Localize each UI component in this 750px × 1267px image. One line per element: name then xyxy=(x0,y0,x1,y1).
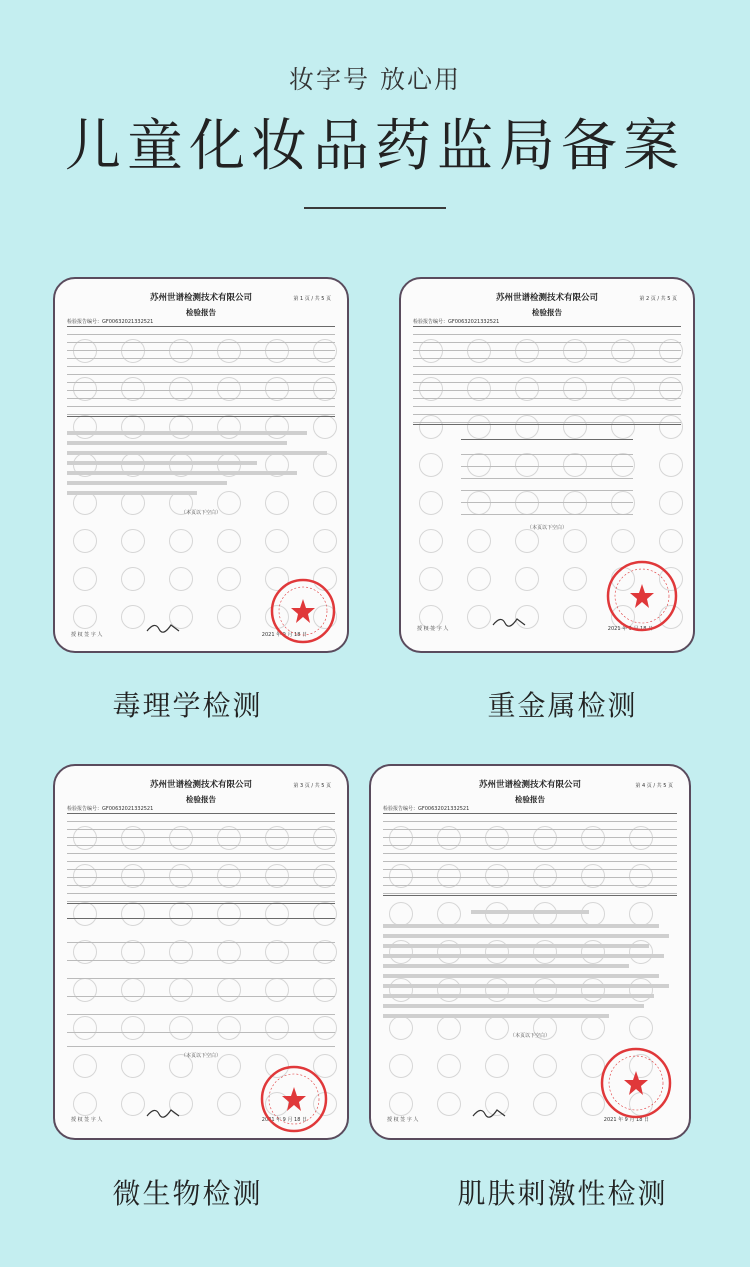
watermark-icon xyxy=(485,902,509,926)
watermark-icon xyxy=(437,1092,461,1116)
official-stamp xyxy=(269,577,337,645)
report-card-microbial xyxy=(53,764,349,1140)
report-card-toxicology xyxy=(53,277,349,653)
report-signer: 授 权 签 字 人 xyxy=(417,626,449,632)
official-stamp xyxy=(599,1046,673,1120)
watermark-icon xyxy=(121,529,145,553)
report-number: 检验报告编号：GF0063202133252​1 xyxy=(67,806,154,812)
watermark-icon xyxy=(217,605,241,629)
watermark-icon xyxy=(265,902,289,926)
watermark-icon xyxy=(467,567,491,591)
report-page-number: 第 2 页 / 共 5 页 xyxy=(639,296,677,302)
report-company: 苏州世谱检测技术有限公司 xyxy=(478,780,581,790)
watermark-icon xyxy=(659,491,683,515)
watermark-icon xyxy=(419,567,443,591)
watermark-icon xyxy=(437,978,461,1002)
watermark-icon xyxy=(73,902,97,926)
report-company: 苏州世谱检测技术有限公司 xyxy=(149,780,252,790)
watermark-icon xyxy=(419,529,443,553)
watermark-icon xyxy=(467,605,491,629)
watermark-icon xyxy=(533,978,557,1002)
official-stamp xyxy=(605,559,679,633)
watermark-icon xyxy=(485,1054,509,1078)
signature xyxy=(145,619,185,635)
watermark-icon xyxy=(533,1054,557,1078)
watermark-icon xyxy=(121,567,145,591)
watermark-icon xyxy=(313,902,337,926)
watermark-icon xyxy=(581,902,605,926)
watermark-icon xyxy=(419,491,443,515)
watermark-icon xyxy=(659,453,683,477)
report-company: 苏州世谱检测技术有限公司 xyxy=(495,293,598,303)
watermark-icon xyxy=(563,529,587,553)
watermark-icon xyxy=(313,529,337,553)
page-subtitle: 妆字号 放心用 xyxy=(289,65,461,94)
report-number: 检验报告编号：GF0063202133252​1 xyxy=(383,806,470,812)
title-divider xyxy=(304,207,446,209)
watermark-icon xyxy=(313,415,337,439)
caption-skin-irritation: 肌肤刺激性检测 xyxy=(457,1177,668,1210)
watermark-icon xyxy=(515,567,539,591)
watermark-icon xyxy=(73,605,97,629)
watermark-icon xyxy=(73,415,97,439)
report-card-heavy-metal xyxy=(399,277,695,653)
watermark-icon xyxy=(73,567,97,591)
watermark-icon xyxy=(73,1092,97,1116)
report-page-number: 第 1 页 / 共 5 页 xyxy=(293,296,331,302)
watermark-icon xyxy=(313,453,337,477)
watermark-icon xyxy=(265,415,289,439)
watermark-icon xyxy=(467,529,491,553)
watermark-icon xyxy=(217,902,241,926)
report-number: 检验报告编号：GF0063202133252​1 xyxy=(413,319,500,325)
watermark-icon xyxy=(121,415,145,439)
signature xyxy=(471,1104,511,1120)
watermark-icon xyxy=(217,1092,241,1116)
watermark-icon xyxy=(611,529,635,553)
signature xyxy=(145,1104,185,1120)
official-stamp xyxy=(259,1064,329,1134)
report-number: 检验报告编号：GF0063202133252​1 xyxy=(67,319,154,325)
watermark-icon xyxy=(169,902,193,926)
page-title: 儿童化妆品药监局备案 xyxy=(65,114,685,179)
report-end-note: （本页以下空白） xyxy=(180,1053,221,1059)
report-card-skin-irritation xyxy=(369,764,691,1140)
report-title: 检验报告 xyxy=(186,795,216,804)
caption-heavy-metal: 重金属检测 xyxy=(487,689,638,722)
watermark-icon xyxy=(563,605,587,629)
watermark-icon xyxy=(629,902,653,926)
watermark-icon xyxy=(533,1092,557,1116)
watermark-icon xyxy=(629,978,653,1002)
watermark-icon xyxy=(217,415,241,439)
report-date: 2021 年 9 月 18 日 xyxy=(261,1117,307,1123)
report-signer: 授 权 签 字 人 xyxy=(71,632,103,638)
watermark-icon xyxy=(217,529,241,553)
watermark-icon xyxy=(389,1054,413,1078)
caption-toxicology: 毒理学检测 xyxy=(112,689,263,722)
watermark-icon xyxy=(437,1054,461,1078)
watermark-icon xyxy=(217,567,241,591)
watermark-icon xyxy=(121,605,145,629)
report-date: 2021 年 9 月 18 日 xyxy=(261,632,307,638)
report-title: 检验报告 xyxy=(515,795,545,804)
report-page-number: 第 3 页 / 共 5 页 xyxy=(293,783,331,789)
watermark-icon xyxy=(659,529,683,553)
watermark-icon xyxy=(419,453,443,477)
watermark-icon xyxy=(169,567,193,591)
report-end-note: （本页以下空白） xyxy=(180,510,221,516)
report-signer: 授 权 签 字 人 xyxy=(387,1117,419,1123)
watermark-icon xyxy=(389,978,413,1002)
watermark-icon xyxy=(485,978,509,1002)
watermark-icon xyxy=(389,1092,413,1116)
signature xyxy=(491,613,531,629)
report-title: 检验报告 xyxy=(186,308,216,317)
watermark-icon xyxy=(169,415,193,439)
watermark-icon xyxy=(563,567,587,591)
watermark-icon xyxy=(437,902,461,926)
watermark-icon xyxy=(581,978,605,1002)
report-date: 2021 年 9 月 18 日 xyxy=(607,626,653,632)
watermark-icon xyxy=(265,529,289,553)
watermark-icon xyxy=(389,902,413,926)
report-company: 苏州世谱检测技术有限公司 xyxy=(149,293,252,303)
report-signer: 授 权 签 字 人 xyxy=(71,1117,103,1123)
report-date: 2021 年 9 月 18 日 xyxy=(603,1117,649,1123)
watermark-icon xyxy=(121,1092,145,1116)
watermark-icon xyxy=(533,902,557,926)
report-page-number: 第 4 页 / 共 5 页 xyxy=(635,783,673,789)
watermark-icon xyxy=(121,902,145,926)
caption-microbial: 微生物检测 xyxy=(112,1177,263,1210)
report-end-note: （本页以下空白） xyxy=(526,525,567,531)
report-title: 检验报告 xyxy=(532,308,562,317)
report-end-note: （本页以下空白） xyxy=(509,1033,550,1039)
watermark-icon xyxy=(169,529,193,553)
watermark-icon xyxy=(515,529,539,553)
watermark-icon xyxy=(73,529,97,553)
